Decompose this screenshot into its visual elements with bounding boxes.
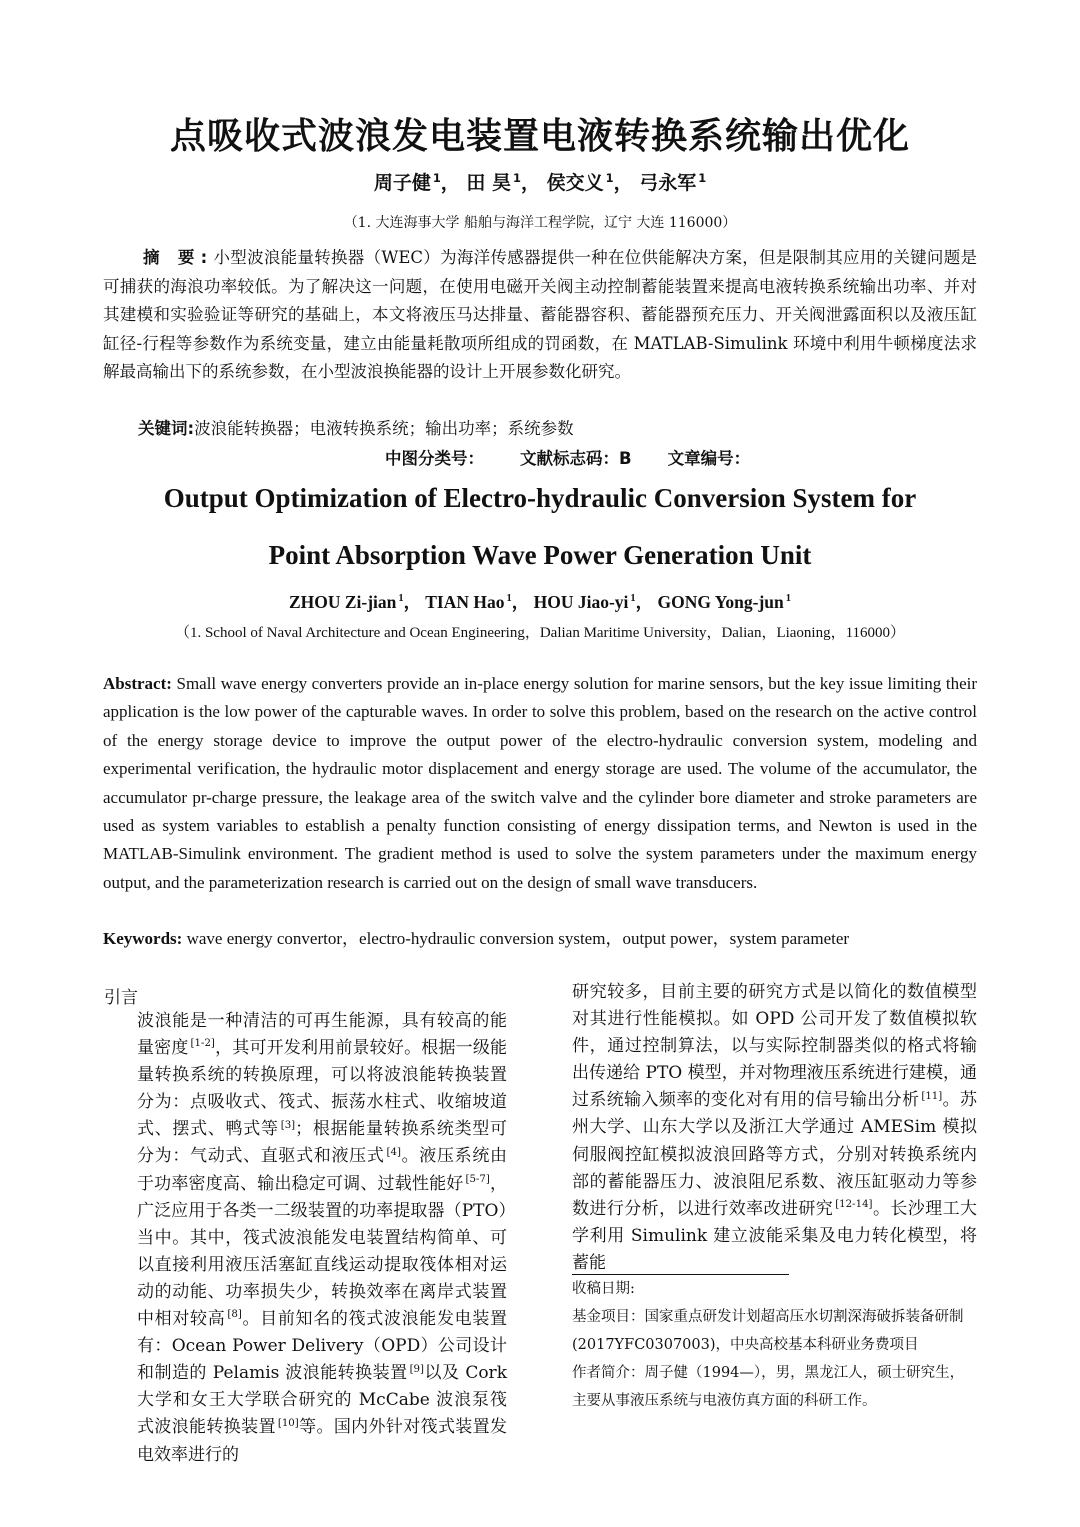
- body-column-right: [572, 979, 977, 1277]
- body-text-run: ，广泛应用于各类一二级装置的功率提取器（PTO）当中。其中，筏式波浪能发电装置结构简单、可以直接利用液压活塞缸直线运动提取筏体相对运动的动能、功率损失少，转换效率在离岸式装置中相对较高: [137, 1173, 508, 1330]
- keywords-text-en: wave energy convertor，electro-hydraulic conversion system，output power，system parameter: [186, 929, 850, 948]
- document-code: 文献标志码：B: [520, 449, 632, 468]
- section-heading-intro: 引言: [104, 988, 138, 1008]
- author-affil-mark: 1: [698, 170, 707, 185]
- body-paragraph: [572, 979, 977, 1277]
- keywords-label-cn: 关键词:: [138, 419, 195, 438]
- footnote-funding: 基金项目：国家重点研发计划超高压水切割深海破拆装备研制(2017YFC0307003)，中央高校基本科研业务费项目: [572, 1309, 964, 1353]
- author-name: TIAN Hao: [425, 592, 505, 612]
- author-affil-mark: 1: [506, 593, 512, 605]
- keywords-label-en: Keywords:: [103, 929, 183, 948]
- author-name: HOU Jiao-yi: [533, 592, 629, 612]
- citation-marker: [8]: [227, 1309, 242, 1321]
- author-name: 侯交义: [546, 172, 604, 194]
- citation-marker: [11]: [921, 1090, 943, 1102]
- citation-marker: [5-7]: [465, 1173, 490, 1185]
- abstract-en: [103, 670, 977, 897]
- author-name: 周子健: [373, 172, 431, 194]
- body-text-run: 波浪能是一种清洁的可再生能源，具有较高的能量密度: [137, 1011, 507, 1059]
- paper-title-en-line1: Output Optimization of Electro-hydraulic Conversion System for: [163, 483, 917, 513]
- citation-marker: [10]: [277, 1417, 299, 1429]
- author-affil-mark: 1: [513, 170, 521, 185]
- author-list-en: ZHOU Zi-jian $^1$， TIAN Hao $^1$， HOU Jiao-yi $^1$， GONG Yong-jun $^1$: [288, 592, 792, 612]
- body-column-left: [103, 1008, 507, 1469]
- affiliation-en: （1. School of Naval Architecture and Ocean Engineering，Dalian Maritime University，Dalian，Liaoning，116000）: [174, 625, 906, 641]
- body-text-run: 。液压系统由于功率密度高、输出稳定可调、过载性能好: [137, 1146, 508, 1194]
- abstract-cn: [103, 244, 977, 387]
- footnotes: [572, 1275, 977, 1415]
- clc-number: 中图分类号：: [385, 449, 484, 468]
- abstract-label-en: Abstract:: [103, 674, 172, 693]
- citation-marker: [3]: [280, 1119, 296, 1131]
- citation-marker: [4]: [386, 1146, 401, 1158]
- body-paragraph: [103, 1008, 507, 1469]
- paper-title-en-line2: Point Absorption Wave Power Generation Unit: [268, 540, 812, 570]
- body-text-run: 等。国内外针对筏式装置发电效率进行的: [137, 1417, 508, 1465]
- keywords-en: [103, 925, 977, 953]
- body-text-run: 。目前知名的筏式波浪能发电装置有：Ocean Power Delivery（OPD）公司设计和制造的 Pelamis 波浪能转换装置: [137, 1309, 507, 1384]
- body-text-run: 。长沙理工大学利用 Simulink 建立波能采集及电力转化模型，将蓄能: [572, 1198, 978, 1273]
- classification-line: [385, 445, 786, 469]
- keywords-cn: [138, 415, 978, 443]
- author-name: 弓永军: [639, 172, 697, 194]
- abstract-text-en: Small wave energy converters provide an in-place energy solution for marine sensors, but the key issue limiting their application is the low power of the capturable waves. In order to solve this problem, based on the research on the active control of the energy storage device to improve the output power of the electro-hydraulic conversion system, modeling and experimental verification, the hydraulic motor displacement and energy storage are used. The volume of the accumulator, the accumulator pr-charge pressure, the leakage area of the switch valve and the cylinder bore diameter and stroke parameters are used as system variables to establish a penalty function consisting of energy dissipation terms, and Newton is used in the MATLAB-Simulink environment. The gradient method is used to solve the system parameters under the maximum energy output, and the parameterization research is carried out on the design of small wave transducers.: [103, 674, 977, 892]
- article-number: 文章编号：: [667, 449, 751, 468]
- affiliation-cn: （1. 大连海事大学 船舶与海洋工程学院，辽宁 大连 116000）: [343, 215, 737, 231]
- author-affil-mark: 1: [398, 593, 404, 605]
- author-affil-mark: 1: [630, 593, 636, 605]
- author-affil-mark: 1: [432, 170, 441, 185]
- footnote-received-date: 收稿日期:: [572, 1281, 635, 1297]
- author-name: 田 昊: [466, 172, 512, 194]
- author-affil-mark: 1: [785, 593, 792, 605]
- body-text-run: ；根据能量转换系统类型可分为：气动式、直驱式和液压式: [137, 1119, 508, 1167]
- author-name: ZHOU Zi-jian: [288, 592, 397, 612]
- author-list-cn: 周子健 $^1$， 田 昊 $^1$， 侯交义 $^1$， 弓永军 $^1$: [373, 170, 707, 194]
- body-text-run: 以及 Cork 大学和女王大学联合研究的 McCabe 波浪泵筏式波浪能转换装置: [137, 1363, 507, 1438]
- author-affil-mark: 1: [605, 170, 614, 185]
- keywords-text-cn: 波浪能转换器；电液转换系统；输出功率；系统参数: [194, 419, 574, 438]
- paper-title-cn: 点吸收式波浪发电装置电液转换系统输出优化: [169, 115, 910, 157]
- citation-marker: [9]: [409, 1363, 425, 1375]
- author-name: GONG Yong-jun: [657, 592, 784, 612]
- abstract-label-cn: 摘 要:: [143, 248, 214, 267]
- citation-marker: [12-14]: [835, 1199, 873, 1211]
- body-text-run: ，其可开发利用前景较好。根据一级能量转换系统的转换原理，可以将波浪能转换装置分为：点吸收式、筏式、振荡水柱式、收缩坡道式、摆式、鸭式等: [137, 1038, 508, 1140]
- citation-marker: [1-2]: [190, 1038, 215, 1050]
- abstract-text-cn: 小型波浪能量转换器（WEC）为海洋传感器提供一种在位供能解决方案，但是限制其应用的关键问题是可捕获的海浪功率较低。为了解决这一问题，在使用电磁开关阀主动控制蓄能装置来提高电液转换系统输出功率、并对其建模和实验验证等研究的基础上，本文将液压马达排量、蓄能器容积、蓄能器预充压力、开关阀泄露面积以及液压缸缸径-行程等参数作为系统变量，建立由能量耗散项所组成的罚函数，在 MATLAB-Simulink 环境中利用牛顿梯度法求解最高输出下的系统参数，在小型波浪换能器的设计上开展参数化研究。: [103, 248, 978, 382]
- body-text-run: 研究较多，目前主要的研究方式是以简化的数值模型对其进行性能模拟。如 OPD 公司开发了数值模拟软件，通过控制算法，以与实际控制器类似的格式将输出传递给 PTO 模型，并对物理液压系统进行建模，通过系统输入频率的变化对有用的信号输出分析: [572, 982, 977, 1111]
- body-text-run: 。苏州大学、山东大学以及浙江大学通过 AMESim 模拟伺服阀控缸模拟波浪回路等方式，分别对转换系统内部的蓄能器压力、波浪阻尼系数、液压缸驱动力等参数进行分析，以进行效率改进研究: [572, 1090, 977, 1219]
- footnote-author-bio: 作者简介：周子健（1994—），男，黑龙江人，硕士研究生，主要从事液压系统与电液仿真方面的科研工作。: [572, 1365, 965, 1409]
